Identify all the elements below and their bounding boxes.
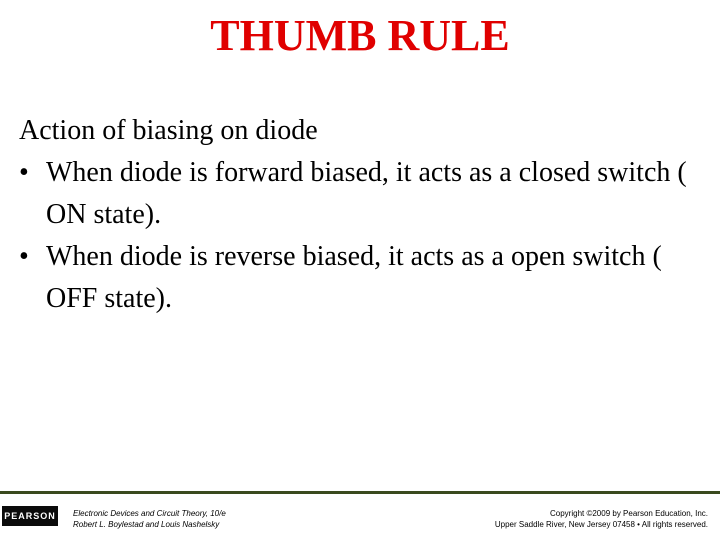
footer-copyright: [495, 508, 708, 530]
intro-text: Action of biasing on diode: [19, 115, 318, 146]
bullet-marker: •: [19, 157, 29, 188]
bullet-list: [19, 152, 709, 320]
bullet-item: [19, 152, 709, 236]
footer-divider: [0, 491, 720, 494]
bullet-text: When diode is reverse biased, it acts as a open switch ( OFF state).: [46, 241, 662, 314]
bullet-marker: •: [19, 241, 29, 272]
footer-book-info: [73, 508, 226, 530]
address-line: Upper Saddle River, New Jersey 07458 • All rights reserved.: [494, 520, 708, 529]
slide-title: THUMB RULE: [210, 11, 510, 60]
book-title: Electronic Devices and Circuit Theory, 10/e: [73, 509, 226, 518]
bullet-text: When diode is forward biased, it acts as a closed switch ( ON state).: [46, 157, 687, 230]
copyright-line: Copyright ©2009 by Pearson Education, Inc.: [550, 509, 708, 518]
slide-body: [19, 110, 709, 320]
book-authors: Robert L. Boylestad and Louis Nashelsky: [73, 520, 220, 529]
pearson-logo: PEARSON: [2, 506, 58, 526]
bullet-item: [19, 236, 709, 320]
